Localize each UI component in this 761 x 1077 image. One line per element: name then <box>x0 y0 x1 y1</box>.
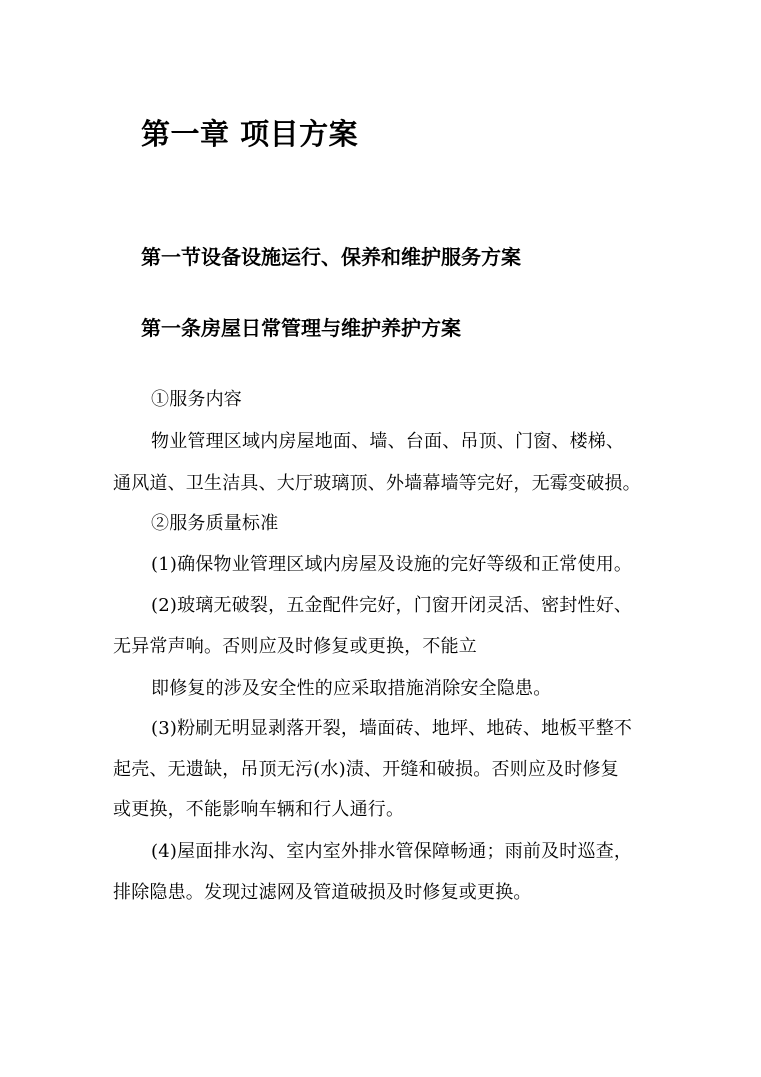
paragraph-line: ①服务内容 <box>151 389 242 410</box>
paragraph-line: 即修复的涉及安全性的应采取措施消除安全隐患。 <box>151 678 552 699</box>
paragraph-line: (3)粉刷无明显剥落开裂，墙面砖、地坪、地砖、地板平整不 <box>151 718 633 739</box>
paragraph-line: 无异常声响。否则应及时修复或更换，不能立 <box>113 636 477 657</box>
paragraph-line: 物业管理区域内房屋地面、墙、台面、吊顶、门窗、楼梯、 <box>151 431 625 452</box>
paragraph-line: (2)玻璃无破裂，五金配件完好，门窗开闭灵活、密封性好、 <box>151 595 633 616</box>
paragraph-line: 通风道、卫生洁具、大厅玻璃顶、外墙幕墙等完好，无霉变破损。 <box>113 473 641 494</box>
section-title: 第一节设备设施运行、保养和维护服务方案 <box>141 245 521 269</box>
paragraph-line: 或更换，不能影响车辆和行人通行。 <box>113 799 405 820</box>
article-title: 第一条房屋日常管理与维护养护方案 <box>141 316 461 340</box>
paragraph-line: (4)屋面排水沟、室内室外排水管保障畅通；雨前及时巡查， <box>151 841 633 862</box>
chapter-title: 第一章 项目方案 <box>141 117 359 151</box>
paragraph-line: (1)确保物业管理区域内房屋及设施的完好等级和正常使用。 <box>151 554 633 575</box>
paragraph-line: 起壳、无遗缺，吊顶无污(水)渍、开缝和破损。否则应及时修复 <box>113 759 619 780</box>
paragraph-line: ②服务质量标准 <box>151 513 279 534</box>
paragraph-line: 排除隐患。发现过滤网及管道破损及时修复或更换。 <box>113 882 532 903</box>
